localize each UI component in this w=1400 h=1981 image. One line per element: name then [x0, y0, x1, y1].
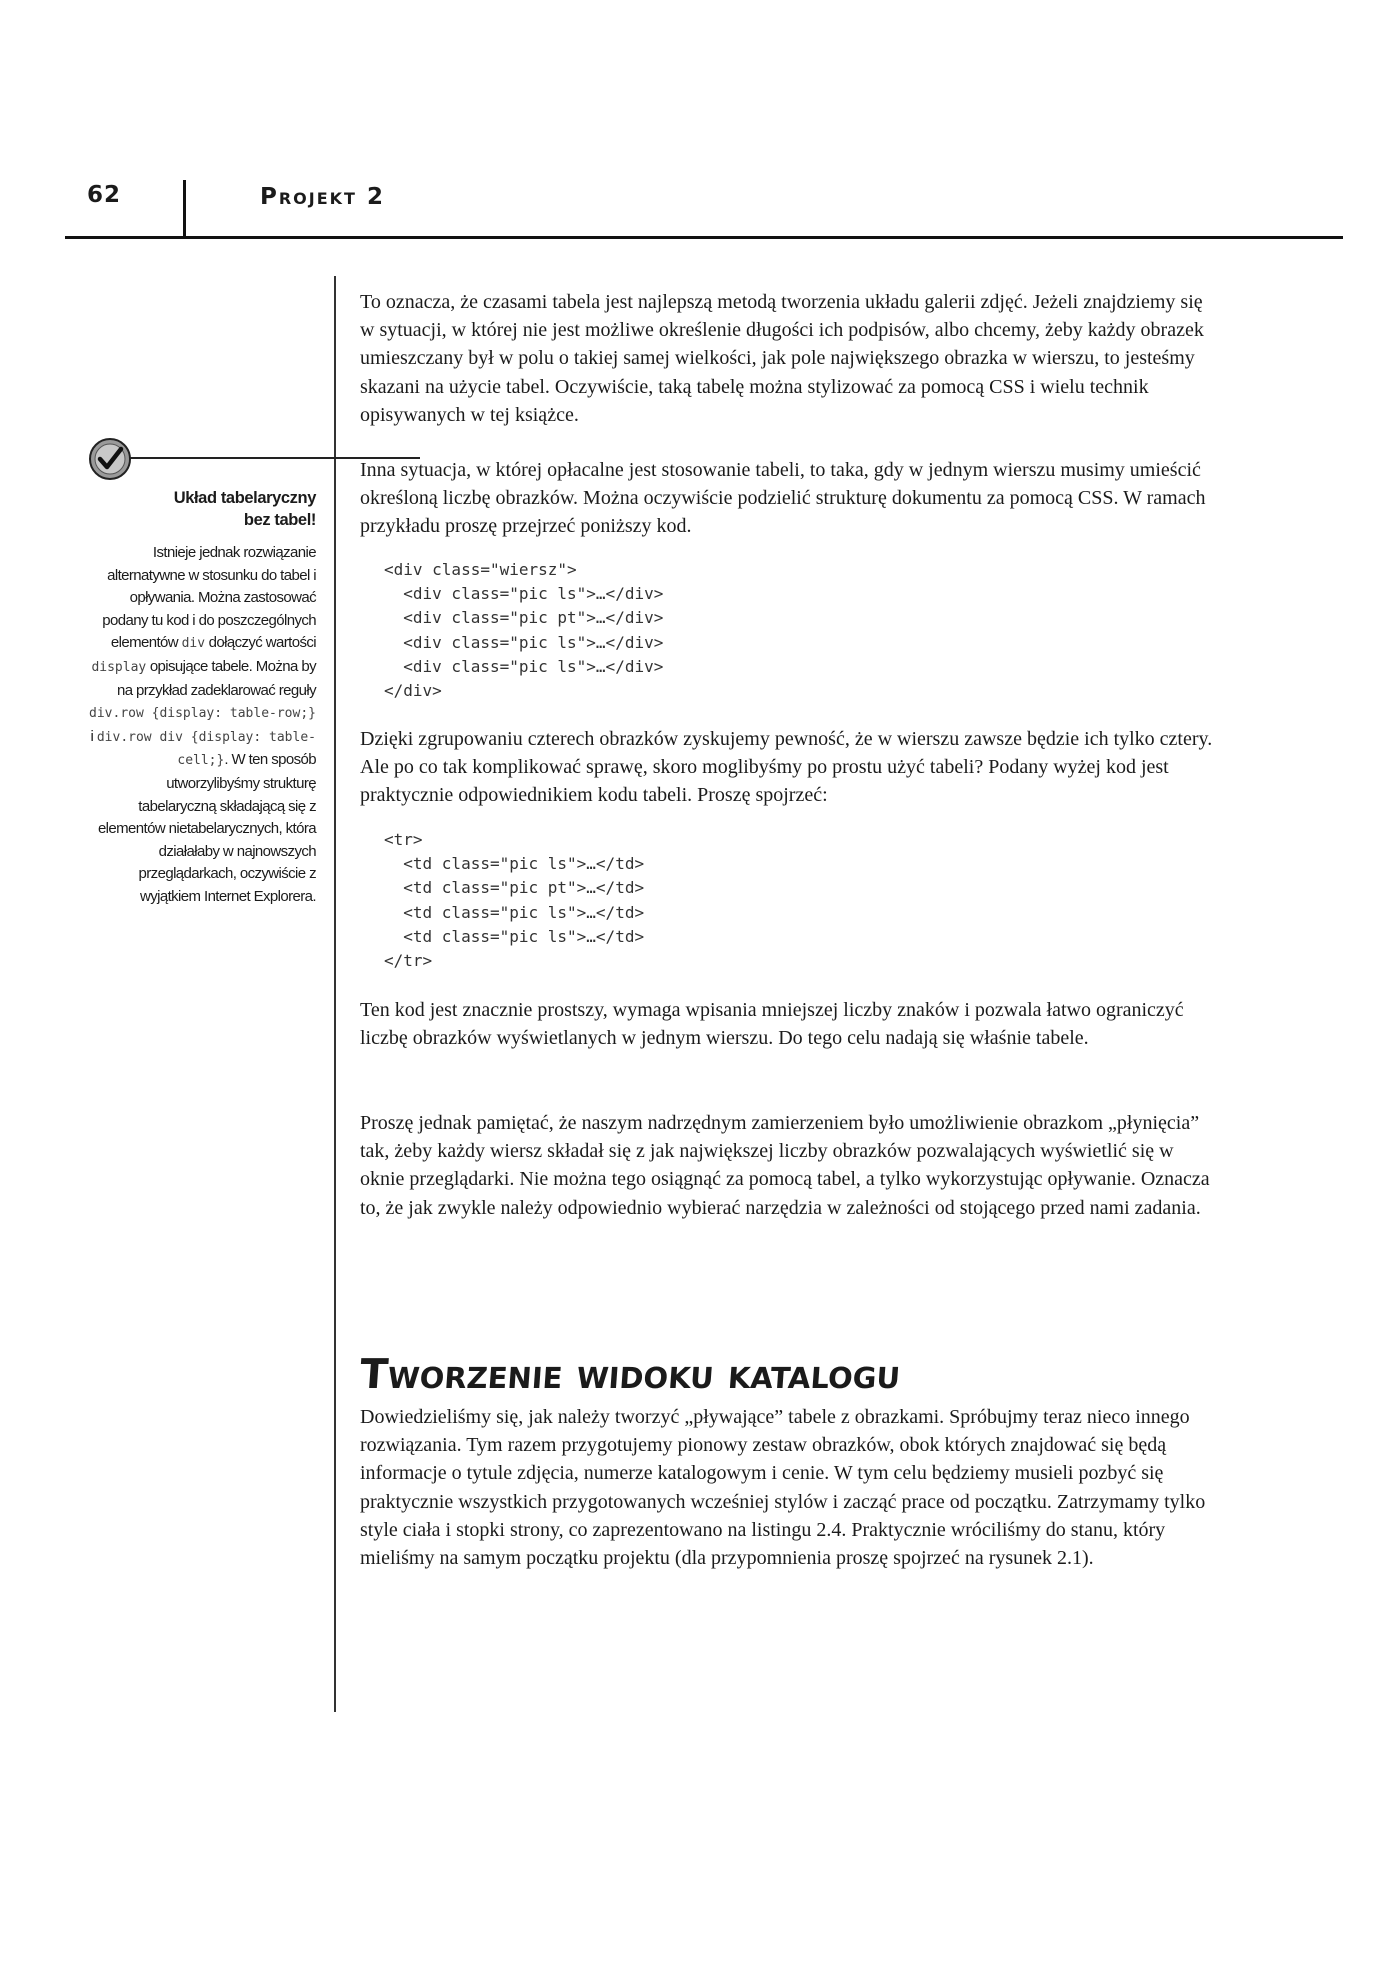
sidebar-text-part: opisujące tabele. Można by na przykład zadeklarować reguły: [116, 657, 316, 699]
sidebar-text-part: . W ten sposób utworzylibyśmy strukturę tabelaryczną składającą się z elementów nietabelarycznych, która działałaby w najnowszych przeglądarkach, oczywiście z wyjątkiem Internet Explorera.: [97, 751, 316, 905]
section-heading: Tworzenie widoku katalogu: [358, 1350, 902, 1399]
paragraph-3: Dzięki zgrupowaniu czterech obrazków zyskujemy pewność, że w wierszu zawsze będzie ich tylko cztery. Ale po co tak komplikować sprawę, skoro moglibyśmy po prostu użyć tabeli? Podany wyżej kod jest praktycznie odpowiednikiem kodu tabeli. Proszę spojrzeć:: [360, 728, 1213, 807]
column-rule: [334, 276, 336, 1712]
code-block-div: <div class="wiersz"> <div class="pic ls">…</div> <div class="pic pt">…</div> <div class="pic ls">…</div> <div class="pic ls">…</div> </div>: [384, 560, 664, 701]
sidebar-title: [88, 487, 316, 531]
paragraph-1: To oznacza, że czasami tabela jest najlepszą metodą tworzenia układu galerii zdjęć. Jeżeli znajdziemy się w sytuacji, w której nie jest możliwe określenie długości ich podpisów, albo chcemy, żeby każdy obrazek umieszczany był w polu o takiej samej wielkości, jak pole największego obrazka w wierszu, to jesteśmy skazani na użycie tabel. Oczywiście, taką tabelę można stylizować za pomocą CSS i wielu technik opisywanych w tej książce.: [360, 291, 1204, 426]
running-head: Projekt 2: [260, 184, 385, 210]
paragraph-6: Dowiedzieliśmy się, jak należy tworzyć „pływające” tabele z obrazkami. Spróbujmy teraz nieco innego rozwiązania. Tym razem przygotujemy pionowy zestaw obrazków, obok których znajdować się będą informacje o tytule zdjęcia, numerze katalogowym i cenie. W tym celu będziemy musieli pozbyć się praktycznie wszystkich przygotowanych wcześniej stylów i zacząć prace od początku. Zatrzymamy tylko style ciała i stopki strony, co zaprezentowano na listingu 2.4. Praktycznie wróciliśmy do stanu, który mieliśmy na samym początku projektu (dla przypomnienia proszę spojrzeć na rysunek 2.1).: [360, 1406, 1206, 1570]
sidebar-text-part: i: [90, 727, 97, 745]
page-number: 62: [87, 182, 122, 208]
sidebar-text-part: dołączyć wartości: [205, 634, 316, 652]
paragraph-2: Inna sytuacja, w której opłacalne jest stosowanie tabeli, to taka, gdy w jednym wierszu musimy umieścić określoną liczbę obrazków. Można oczywiście podzielić strukturę dokumentu za pomocą CSS. W ramach przykładu proszę przejrzeć poniższy kod.: [360, 459, 1206, 538]
header-divider: [183, 180, 186, 236]
sidebar-code: display: [91, 659, 147, 675]
paragraph-4: Ten kod jest znacznie prostszy, wymaga wpisania mniejszej liczby znaków i pozwala łatwo ograniczyć liczbę obrazków wyświetlanych w jednym wierszu. Do tego celu nadają się właśnie tabele.: [360, 999, 1184, 1050]
paragraph-5: Proszę jednak pamiętać, że naszym nadrzędnym zamierzeniem było umożliwienie obrazkom „płynięcia” tak, żeby każdy wiersz składał się z jak największej liczby obrazków pozwalających wyświetlić się w oknie przeglądarki. Nie można tego osiągnąć za pomocą tabel, a tylko wykorzystując opływanie. Oznacza to, że jak zwykle należy odpowiednio wybierać narzędzia w zależności od stojącego przed nami zadania.: [360, 1112, 1210, 1219]
sidebar-text-part: Istnieje jednak rozwiązanie alternatywne w stosunku do tabel i opływania. Można zastosować podany tu kod i do poszczególnych elementów: [102, 544, 316, 652]
page-header: [65, 180, 1343, 239]
sidebar-title-line2: bez tabel!: [243, 511, 316, 529]
checkmark-icon: [88, 437, 132, 481]
sidebar-title-line1: Układ tabelaryczny: [173, 489, 316, 507]
sidebar-code: div.row {display: table-row;}: [89, 706, 316, 722]
sidebar-code: div.row div {display: table-cell;}: [96, 729, 316, 769]
sidebar-text: [88, 542, 316, 909]
code-block-tr: <tr> <td class="pic ls">…</td> <td class="pic pt">…</td> <td class="pic ls">…</td> <td class="pic ls">…</td> </tr>: [384, 830, 645, 971]
sidebar-code: div: [181, 636, 206, 652]
